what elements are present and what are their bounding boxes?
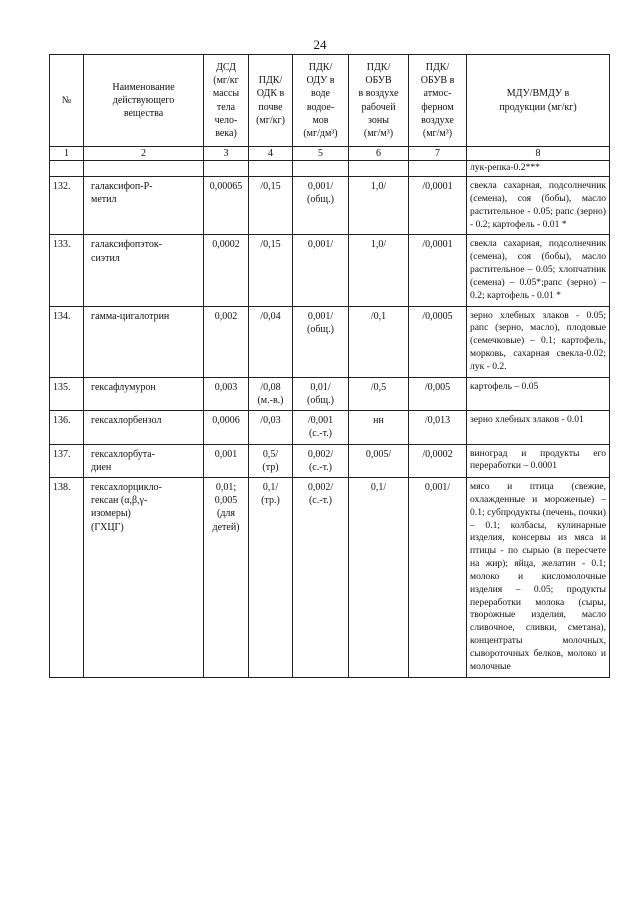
table-row	[50, 411, 610, 444]
soil-value: /0,04	[249, 306, 293, 377]
product-limits: виноград и продукты его переработки – 0.0001	[467, 444, 610, 477]
product-limits: зерно хлебных злаков - 0.05; рапс (зерно, масло), плодовые (семечковые) – 0.1; картофель, морковь, сахарная свекла-0.02; лук - 0.2.	[467, 306, 610, 377]
dsd-value: 0,00065	[204, 177, 249, 235]
header-water: ПДК/ ОДУ в воде водое- мов (мг/дм³)	[293, 55, 349, 147]
product-limits: картофель – 0.05	[467, 377, 610, 410]
work-air-value: 0,005/	[349, 444, 409, 477]
work-air-value: /0,5	[349, 377, 409, 410]
row-number: 134.	[50, 306, 84, 377]
row-number: 137.	[50, 444, 84, 477]
continuation-text: лук-репка-0.2***	[467, 161, 610, 177]
column-number: 7	[409, 147, 467, 161]
product-limits: зерно хлебных злаков - 0.01	[467, 411, 610, 444]
table-row	[50, 235, 610, 306]
soil-value: 0,1/ (тр.)	[249, 477, 293, 677]
header-atm-air: ПДК/ ОБУВ в атмос- ферном воздухе (мг/м³)	[409, 55, 467, 147]
water-value: 0,002/ (с.-т.)	[293, 477, 349, 677]
header-products: МДУ/ВМДУ в продукции (мг/кг)	[467, 55, 610, 147]
water-value: 0,001/ (общ.)	[293, 177, 349, 235]
row-number: 136.	[50, 411, 84, 444]
atm-air-value: /0,0001	[409, 235, 467, 306]
header-number: №	[50, 55, 84, 147]
water-value: 0,001/ (общ.)	[293, 306, 349, 377]
row-number: 135.	[50, 377, 84, 410]
product-limits: свекла сахарная, подсолнечник (семена), соя (бобы), масло растительное – 0.05; хлопчатник (семена) – 0.05*;рапс (зерно) – 0.2; картофель - 0.01 *	[467, 235, 610, 306]
row-number: 138.	[50, 477, 84, 677]
column-number: 4	[249, 147, 293, 161]
atm-air-value: /0,0005	[409, 306, 467, 377]
dsd-value: 0,0002	[204, 235, 249, 306]
substance-name: гексахлорцикло- гексан (α,β,γ- изомеры) (ГХЦГ)	[84, 477, 204, 677]
water-value: 0,002/ (с.-т.)	[293, 444, 349, 477]
page-number: 24	[313, 37, 327, 52]
header-soil: ПДК/ ОДК в почве (мг/кг)	[249, 55, 293, 147]
column-number: 8	[467, 147, 610, 161]
substance-name: гамма-цигалотрин	[84, 306, 204, 377]
dsd-value: 0,0006	[204, 411, 249, 444]
soil-value: /0,03	[249, 411, 293, 444]
table-row	[50, 306, 610, 377]
column-number: 6	[349, 147, 409, 161]
work-air-value: 0,1/	[349, 477, 409, 677]
substance-name: гексафлумурон	[84, 377, 204, 410]
row-number: 132.	[50, 177, 84, 235]
header-substance: Наименование действующего вещества	[84, 55, 204, 147]
soil-value: /0,08 (м.-в.)	[249, 377, 293, 410]
atm-air-value: 0,001/	[409, 477, 467, 677]
table-row	[50, 377, 610, 410]
soil-value: /0,15	[249, 235, 293, 306]
substance-name: гексахлорбензол	[84, 411, 204, 444]
column-number-row	[50, 147, 610, 161]
row-number: 133.	[50, 235, 84, 306]
water-value: /0,001 (с.-т.)	[293, 411, 349, 444]
substance-name: гексахлорбута- диен	[84, 444, 204, 477]
dsd-value: 0,001	[204, 444, 249, 477]
water-value: 0,01/ (общ.)	[293, 377, 349, 410]
table-row	[50, 444, 610, 477]
substance-name: галаксифопэток- сиэтил	[84, 235, 204, 306]
column-number: 1	[50, 147, 84, 161]
table-row	[50, 177, 610, 235]
soil-value: /0,15	[249, 177, 293, 235]
dsd-value: 0,01; 0,005 (для детей)	[204, 477, 249, 677]
column-number: 2	[84, 147, 204, 161]
atm-air-value: /0,0001	[409, 177, 467, 235]
continuation-row	[50, 161, 610, 177]
atm-air-value: /0,013	[409, 411, 467, 444]
product-limits: свекла сахарная, подсолнечник (семена), соя (бобы), масло растительное - 0.05; рапс (зерно) - 0.2; картофель - 0.01 *	[467, 177, 610, 235]
atm-air-value: /0,0002	[409, 444, 467, 477]
dsd-value: 0,003	[204, 377, 249, 410]
work-air-value: 1,0/	[349, 177, 409, 235]
substance-name: галаксифоп-Р- метил	[84, 177, 204, 235]
water-value: 0,001/	[293, 235, 349, 306]
work-air-value: нн	[349, 411, 409, 444]
dsd-value: 0,002	[204, 306, 249, 377]
soil-value: 0,5/ (тр)	[249, 444, 293, 477]
header-row	[50, 55, 610, 147]
header-dsd: ДСД (мг/кг массы тела чело- века)	[204, 55, 249, 147]
work-air-value: /0,1	[349, 306, 409, 377]
product-limits: мясо и птица (свежие, охлажденные и мороженые) – 0.1; субпродукты (печень, почки) – 0.1; колбасы, кулинарные изделия, консервы из мяса и птицы - по сырью (в пересчете на жир); яйца, желатин - 0.1; молоко и кисломолочные изделия – 0.05; продукты переработки молока (сыры, творожные изделия, масло сливочное, сливки, сметана), концентраты молочных, сывороточных белков, молоко и молочные	[467, 477, 610, 677]
residue-limits-table	[49, 54, 610, 678]
table-row	[50, 477, 610, 677]
header-work-air: ПДК/ ОБУВ в воздухе рабочей зоны (мг/м³)	[349, 55, 409, 147]
atm-air-value: /0,005	[409, 377, 467, 410]
work-air-value: 1,0/	[349, 235, 409, 306]
column-number: 3	[204, 147, 249, 161]
column-number: 5	[293, 147, 349, 161]
